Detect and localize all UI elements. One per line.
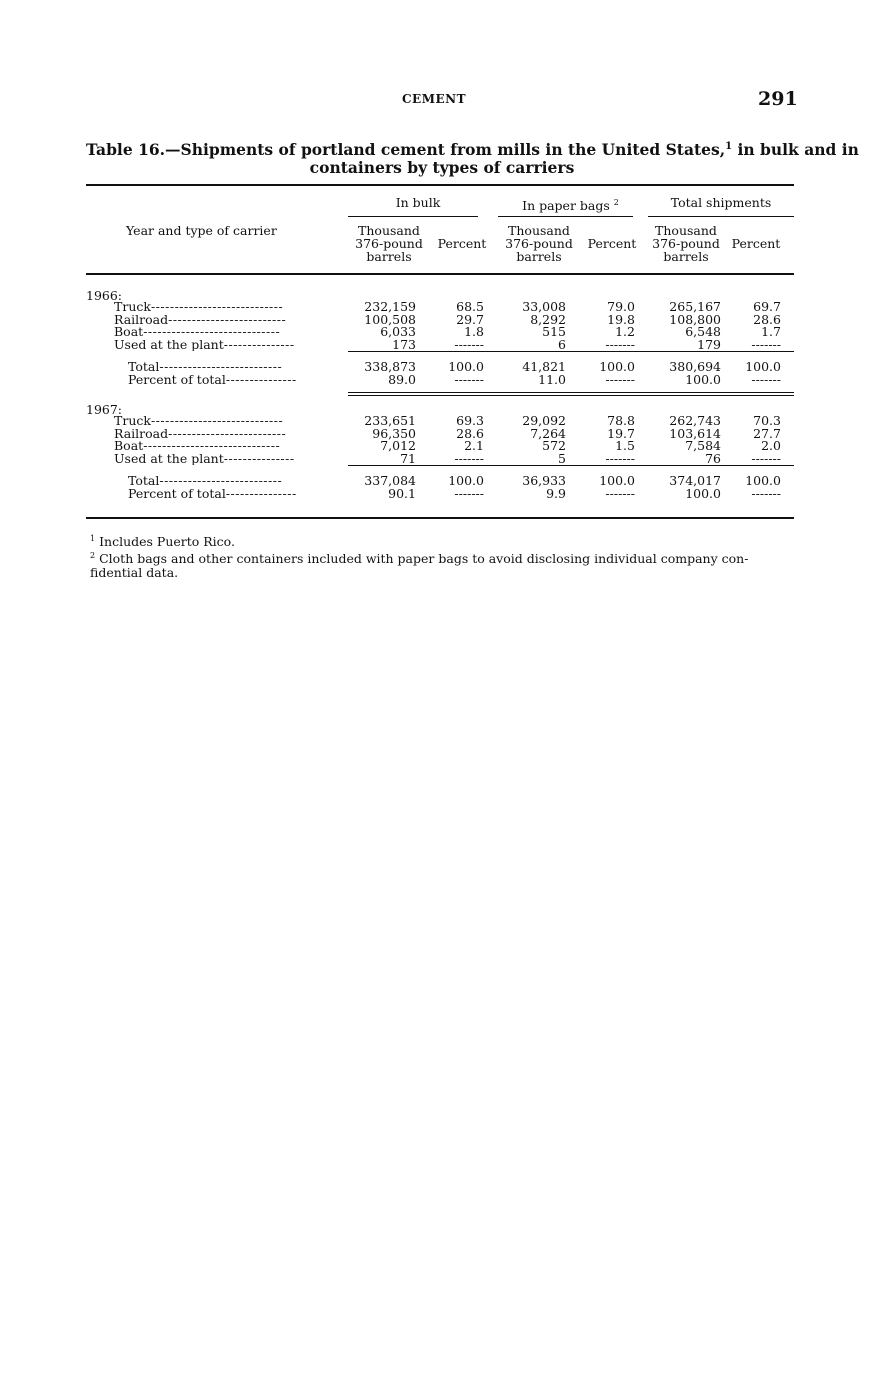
footnotes [90, 532, 802, 580]
table-cell: 572 [542, 438, 566, 453]
table-cell: 29.7 [456, 311, 484, 327]
row-label: Used at the plant--------------- [114, 337, 295, 351]
table-cell: 1.8 [464, 324, 484, 339]
table-cell: 71 [400, 450, 416, 466]
table-cell: 69.3 [456, 413, 484, 428]
table-cell: 7,584 [685, 438, 721, 453]
row-label: Total-------------------------- [128, 360, 283, 373]
subheader-percent: Percent [437, 236, 487, 251]
group-underline [498, 216, 633, 217]
subheader-thousand-barrels: Thousand 376-pound barrels [505, 223, 573, 264]
table-cell: 6 [558, 336, 566, 352]
table-cell: 1.2 [615, 324, 635, 339]
double-rule-b [348, 395, 794, 396]
table-cell: 233,651 [364, 413, 416, 428]
subheader-percent: Percent [731, 236, 781, 251]
table-cell: 100,508 [364, 311, 416, 327]
column-group-header: In bulk [395, 195, 441, 210]
table-cell: ------- [454, 371, 484, 387]
footnote-2: $^2$ Cloth bags and other containers included with paper bags to avoid disclosing individual company con- [90, 551, 749, 567]
table-cell: 89.0 [388, 371, 416, 387]
table-cell: 6,033 [380, 324, 416, 339]
row-label: Boat----------------------------- [114, 439, 281, 452]
header-bottom-rule [86, 273, 794, 275]
table-cell: ------- [454, 450, 484, 466]
table-cell: 28.6 [753, 311, 781, 327]
running-head [0, 88, 874, 110]
table-cell: 173 [392, 336, 416, 352]
table-cell: 27.7 [753, 425, 781, 441]
table-cell: 5 [558, 450, 566, 466]
table-cell: ------- [605, 336, 635, 352]
table-cell: 100.0 [448, 359, 484, 374]
footnote-1: $^1$ Includes Puerto Rico. [90, 534, 235, 550]
subtotal-rule [348, 465, 794, 466]
table-cell: 19.7 [607, 425, 635, 441]
table-cell: 100.0 [448, 473, 484, 488]
table-cell: 515 [542, 324, 566, 339]
table-cell: 232,159 [364, 299, 416, 314]
table-cell: ------- [751, 450, 781, 466]
table-cell: 100.0 [745, 473, 781, 488]
year-label: 1967: [86, 402, 123, 417]
table-cell: 8,292 [530, 311, 566, 327]
row-label: Percent of total--------------- [128, 486, 297, 500]
table-cell: 90.1 [388, 485, 416, 501]
table-cell: 179 [697, 336, 721, 352]
table-cell: 380,694 [669, 359, 721, 374]
table-cell: 78.8 [607, 413, 635, 428]
row-label: Truck---------------------------- [114, 414, 284, 427]
table-row [86, 325, 798, 338]
table-cell: 103,614 [669, 425, 721, 441]
table-cell: ------- [605, 485, 635, 501]
table-cell: 100.0 [685, 371, 721, 387]
row-label: Railroad------------------------- [114, 426, 287, 440]
table-cell: ------- [454, 485, 484, 501]
table-cell: 76 [705, 450, 721, 466]
table-row [86, 452, 798, 465]
table-cell: 79.0 [607, 299, 635, 314]
table-cell: 262,743 [669, 413, 721, 428]
subheader-percent: Percent [587, 236, 637, 251]
table-cell: 68.5 [456, 299, 484, 314]
table-cell: 29,092 [522, 413, 566, 428]
column-group-header: Total shipments [670, 195, 772, 210]
table-cell: 100.0 [599, 359, 635, 374]
year-label: 1966: [86, 288, 123, 303]
table-cell: ------- [751, 371, 781, 387]
table-cell: 36,933 [522, 473, 566, 488]
table-cell: 108,800 [669, 311, 721, 327]
table-cell: 337,084 [364, 473, 416, 488]
table-cell: 69.7 [753, 299, 781, 314]
subtotal-rule [348, 351, 794, 352]
table-cell: 2.0 [761, 438, 781, 453]
group-underline [648, 216, 794, 217]
footnote-ref: 1 [725, 141, 733, 152]
row-label: Truck---------------------------- [114, 300, 284, 313]
table-cell: 7,012 [380, 438, 416, 453]
table-cell: 70.3 [753, 413, 781, 428]
table-cell: 100.0 [685, 485, 721, 501]
table-row [86, 487, 798, 500]
table-row [86, 338, 798, 351]
table-cell: 1.5 [615, 438, 635, 453]
subheader-thousand-barrels: Thousand 376-pound barrels [652, 223, 720, 264]
table-cell: 6,548 [685, 324, 721, 339]
stub-header: Year and type of carrier [126, 223, 277, 238]
table-cell: 265,167 [669, 299, 721, 314]
subheader-thousand-barrels: Thousand 376-pound barrels [355, 223, 423, 264]
table-caption [86, 138, 859, 178]
top-rule [86, 184, 794, 186]
table-cell: ------- [605, 371, 635, 387]
table-cell: 338,873 [364, 359, 416, 374]
table-cell: ------- [751, 485, 781, 501]
table-cell: 2.1 [464, 438, 484, 453]
row-label: Used at the plant--------------- [114, 451, 295, 465]
row-label: Railroad------------------------- [114, 312, 287, 326]
group-underline [348, 216, 478, 217]
table-cell: ------- [751, 336, 781, 352]
table-cell: 9.9 [546, 485, 566, 501]
table-caption-line2: containers by types of carriers [309, 158, 575, 178]
table-cell: 33,008 [522, 299, 566, 314]
table-cell: 41,821 [522, 359, 566, 374]
table-cell: 11.0 [538, 371, 566, 387]
column-group-header: In paper bags $^2$ [522, 198, 619, 214]
table-cell: 374,017 [669, 473, 721, 488]
table-cell: 7,264 [530, 425, 566, 441]
section-title: CEMENT [402, 92, 467, 106]
table-cell: ------- [454, 336, 484, 352]
footnote-2-continued: fidential data. [90, 565, 179, 581]
row-label: Percent of total--------------- [128, 372, 297, 386]
table-cell: 19.8 [607, 311, 635, 327]
double-rule-a [348, 392, 794, 393]
page-number: 291 [758, 88, 798, 110]
table-caption-line1: Table 16.—Shipments of portland cement from mills in the United States,$^1$ in bulk and in [86, 140, 859, 160]
row-label: Total-------------------------- [128, 474, 283, 487]
table-row [86, 373, 798, 386]
table-row [86, 439, 798, 452]
table-cell: ------- [605, 450, 635, 466]
table-cell: 28.6 [456, 425, 484, 441]
table-cell: 96,350 [372, 425, 416, 441]
table-cell: 100.0 [745, 359, 781, 374]
table-bottom-rule [86, 517, 794, 519]
row-label: Boat----------------------------- [114, 325, 281, 338]
table-cell: 100.0 [599, 473, 635, 488]
table-cell: 1.7 [761, 324, 781, 339]
